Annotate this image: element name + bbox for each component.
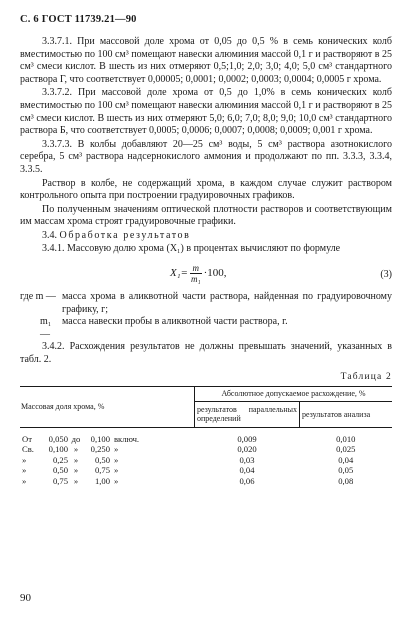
value-parallel: 0,009	[237, 433, 257, 444]
range-cell	[20, 455, 195, 466]
range-cell	[20, 444, 195, 455]
page-number: 90	[20, 592, 31, 604]
legend-row-m	[20, 291, 392, 316]
range-separator: до	[71, 433, 81, 444]
value-parallel: 0,04	[239, 465, 255, 476]
tolerance-table	[20, 386, 392, 486]
formula-lhs: X₁=	[170, 267, 188, 280]
legend-text: масса навески пробы в аликвотной части раствора, г.	[62, 316, 288, 328]
range-from: 0,25	[52, 454, 68, 465]
value-parallel: 0,06	[239, 475, 255, 486]
range-to: 0,250	[90, 444, 110, 455]
value-analysis: 0,010	[336, 433, 356, 444]
range-from: 0,50	[52, 465, 68, 476]
formula-numerator: m	[190, 263, 202, 274]
paragraph-3-4-1: 3.4.1. Массовую долю хрома (X₁) в процентах вычисляют по формуле	[42, 242, 341, 254]
legend-text: масса хрома в аликвотной части раствора, найденная по градуировочному графику, г;	[62, 291, 392, 315]
paragraph-control-solution: Раствор в колбе, не содержащий хрома, в каждом случае служит раствором контрольного опыта при построении градуировочных графиков.	[20, 177, 392, 202]
range-prefix: Св.	[22, 444, 34, 455]
section-number: 3.4.	[42, 229, 57, 241]
document-body	[20, 36, 392, 486]
range-from: 0,100	[48, 444, 68, 455]
value-parallel: 0,03	[239, 454, 255, 465]
value-analysis: 0,025	[336, 444, 356, 455]
range-from: 0,75	[52, 475, 68, 486]
table-row	[20, 455, 392, 466]
value-analysis: 0,04	[338, 454, 354, 465]
formula-3	[20, 259, 392, 289]
formula-denominator: m₁	[190, 274, 201, 285]
column-header-parallel: результатов параллельных определений	[195, 401, 300, 427]
range-prefix: »	[22, 465, 27, 476]
paragraph-3-3-7-3: 3.3.7.3. В колбы добавляют 20—25 см³ воды, 5 см³ раствора азотнокислого серебра, 5 см³ раствора надсернокислого аммония и продолжают по пп. 3.3.3, 3.3.4, 3.3.5.	[20, 138, 392, 175]
range-separator: »	[73, 475, 79, 486]
range-prefix: »	[22, 475, 27, 486]
value-analysis: 0,05	[338, 465, 354, 476]
value-parallel: 0,020	[237, 444, 257, 455]
table-row	[20, 427, 392, 444]
range-cell	[20, 465, 195, 476]
paragraph-calibration-graphs: По полученным значениям оптической плотности растворов и соответствующим им массам хрома строят градуировочные графики.	[20, 203, 392, 228]
column-group-header: Абсолютное допускаемое расхождение, %	[195, 387, 393, 402]
range-suffix: »	[114, 454, 119, 465]
range-to: 0,100	[90, 433, 110, 444]
legend-label: где m —	[20, 291, 56, 303]
range-cell	[20, 476, 195, 487]
range-to: 1,00	[94, 475, 110, 486]
range-cell	[20, 427, 195, 444]
formula-rhs: ·100,	[203, 267, 227, 280]
section-title: Обработка результатов	[59, 229, 191, 241]
table-row	[20, 465, 392, 476]
value-analysis: 0,08	[338, 475, 354, 486]
range-suffix: »	[114, 465, 119, 476]
range-from: 0,050	[48, 433, 68, 444]
range-suffix: »	[114, 444, 119, 455]
table-title: Таблица 2	[340, 371, 392, 382]
legend-label: m₁ —	[40, 316, 52, 340]
table-row	[20, 476, 392, 487]
range-prefix: »	[22, 454, 27, 465]
range-separator: »	[73, 444, 79, 455]
paragraph-3-4-2: 3.4.2. Расхождения результатов не должны превышать значений, указанных в табл. 2.	[20, 341, 392, 366]
section-3-4-heading	[20, 230, 392, 243]
legend-row-m1	[20, 316, 392, 341]
range-suffix: »	[114, 475, 119, 486]
range-separator: »	[73, 454, 79, 465]
range-suffix: включ.	[114, 433, 140, 444]
page-header: С. 6 ГОСТ 11739.21—90	[20, 14, 137, 25]
paragraph-3-3-7-1: 3.3.7.1. При массовой доле хрома от 0,05 до 0,5 % в семь конических колб вместимостью по 100 см³ помещают навески алюминия массой 0,1 г и растворяют в 25 см³ смеси кислот. В шесть из них отмеряют 0,5;1,0; 2,0; 3,0; 4,0; 5,0 см³ стандартного раствора Г, что соответствует 0,00005; 0,0001; 0,0002; 0,0003; 0,0004; 0,0005 г хрома.	[20, 36, 392, 85]
column-header-chromium: Массовая доля хрома, %	[20, 387, 195, 428]
formula-fraction	[190, 263, 202, 284]
column-header-analysis: результатов анализа	[300, 401, 393, 427]
range-to: 0,50	[94, 454, 110, 465]
table-body	[20, 427, 392, 486]
range-to: 0,75	[94, 465, 110, 476]
paragraph-3-3-7-2: 3.3.7.2. При массовой доле хрома от 0,5 до 1,0% в семь конических колб вместимостью по 100 см³ помещают навески алюминия массой 0,1 г и растворяют в 25 см³ смеси кислот. В шесть из них отмеряют 5,0; 6,0; 7,0; 8,0; 9,0; 10,0 см³ стандартного раствора Б, что соответствует 0,0005; 0,0006; 0,0007; 0,0008; 0,0009; 0,001 г хрома.	[20, 87, 392, 137]
table-row	[20, 444, 392, 455]
formula-expression	[170, 263, 227, 284]
range-prefix: От	[22, 433, 32, 444]
range-separator: »	[73, 465, 79, 476]
formula-number: (3)	[380, 269, 392, 281]
formula-legend	[20, 291, 392, 341]
